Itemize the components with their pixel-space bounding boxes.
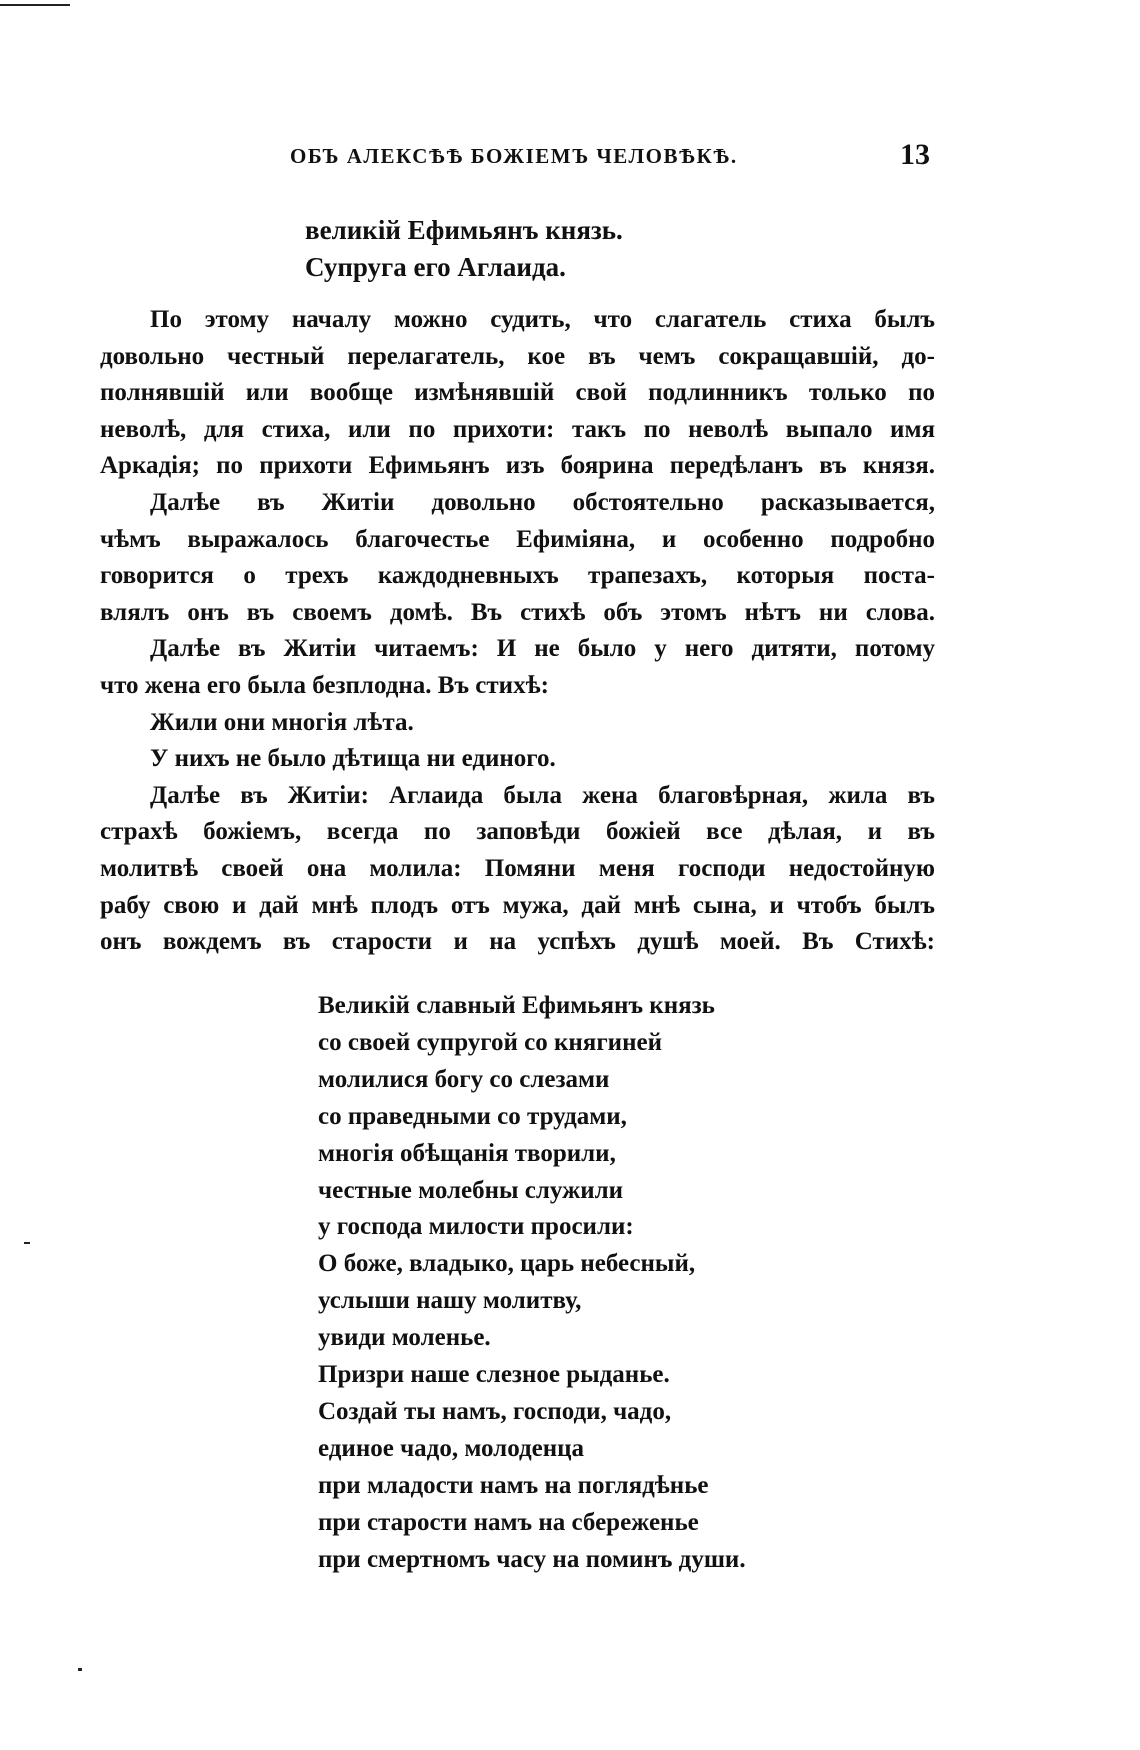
body-line: Жили они многія лѣта.: [150, 708, 414, 736]
body-line: молитвѣ своей она молила: Помяни меня господи недостойную: [100, 854, 935, 882]
body-line: полнявшій или вообще измѣнявшій свой подлинникъ только по: [100, 379, 935, 407]
verse-opening-line: великій Ефимьянъ князь.: [305, 215, 623, 245]
verse-block: [318, 988, 746, 1579]
body-line: Далѣе въ Житіи: Аглаида была жена благовѣрная, жила въ: [150, 781, 935, 809]
verse-line: честные молебны служили: [318, 1176, 624, 1204]
verse-line: молилися богу со слезами: [318, 1065, 610, 1093]
verse-line: со своей супругой со княгиней: [318, 1028, 662, 1056]
body-line: Далѣе въ Житіи довольно обстоятельно расказывается,: [150, 488, 935, 516]
verse-line: при младости намъ на поглядѣнье: [318, 1471, 709, 1499]
verse-line: Призри наше слезное рыданье.: [318, 1361, 670, 1389]
body-line: По этому началу можно судить, что слагатель стиха былъ: [150, 306, 935, 333]
body-line: Аркадія; по прихоти Ефимьянъ изъ боярина передѣланъ въ князя.: [100, 452, 935, 480]
body-line: онъ вождемъ въ старости и на успѣхъ душѣ моей. Въ Стихѣ:: [100, 928, 935, 956]
verse-line: единое чадо, молоденца: [318, 1434, 585, 1462]
scan-edge-mark: [0, 4, 70, 6]
page-header: [290, 138, 930, 184]
body-line: У нихъ не было дѣтища ни единого.: [150, 745, 556, 773]
body-line: говорится о трехъ каждодневныхъ трапезахъ, которыя поста-: [100, 562, 935, 590]
body-line: рабу свою и дай мнѣ плодъ отъ мужа, дай мнѣ сына, и чтобъ былъ: [100, 891, 935, 919]
verse-line: увиди моленье.: [318, 1324, 491, 1352]
scan-edge-mark: [24, 1242, 30, 1244]
body-line: Далѣе въ Житіи читаемъ: И не было у него дитяти, потому: [150, 635, 935, 663]
verse-opening: [305, 212, 623, 286]
running-title: ОБЪ АЛЕКСѢѢ БОЖІЕМЪ ЧЕЛОВѢКѢ.: [290, 144, 738, 168]
scan-edge-mark: [78, 1668, 82, 1671]
verse-line: О боже, владыко, царь небесный,: [318, 1250, 696, 1278]
page-number: 13: [900, 138, 930, 171]
body-line: чѣмъ выражалось благочестье Ефиміяна, и особенно подробно: [100, 525, 935, 553]
verse-line: при старости намъ на сбереженье: [318, 1508, 699, 1536]
verse-line: услыши нашу молитву,: [318, 1287, 582, 1315]
verse-line: со праведными со трудами,: [318, 1102, 627, 1130]
verse-line: у господа милости просили:: [318, 1213, 634, 1241]
verse-line: при смертномъ часу на поминъ души.: [318, 1545, 746, 1573]
body-line: страхѣ божіемъ, всегда по заповѣди божіей все дѣлая, и въ: [100, 818, 935, 846]
verse-line: Великій славный Ефимьянъ князь: [318, 992, 715, 1019]
body-paragraphs: [100, 302, 935, 961]
verse-line: Создай ты намъ, господи, чадо,: [318, 1397, 672, 1425]
body-line: довольно честный перелагатель, кое въ чемъ сокращавшій, до-: [100, 342, 935, 370]
verse-line: многія обѣщанія творили,: [318, 1139, 616, 1167]
verse-opening-line: Супруга его Аглаида.: [305, 252, 566, 282]
body-line: неволѣ, для стиха, или по прихоти: такъ по неволѣ выпало имя: [100, 415, 935, 443]
body-line: влялъ онъ въ своемъ домѣ. Въ стихѣ объ этомъ нѣтъ ни слова.: [100, 598, 935, 626]
body-line: что жена его была безплодна. Въ стихѣ:: [100, 671, 549, 699]
